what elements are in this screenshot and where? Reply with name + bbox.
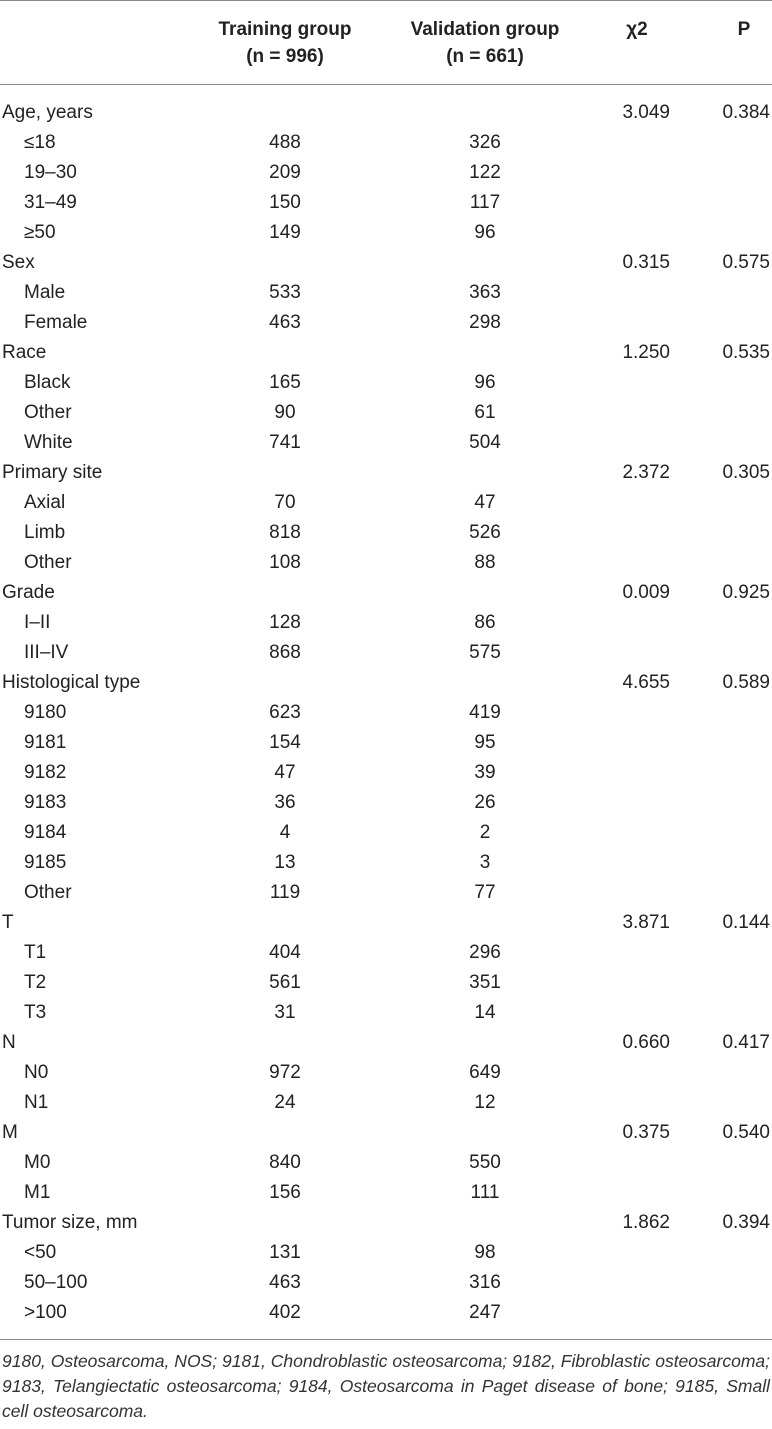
p-value: 0.394 bbox=[722, 1212, 770, 1233]
row-label: 19–30 bbox=[24, 162, 77, 183]
validation-count: 316 bbox=[469, 1272, 501, 1293]
validation-count: 526 bbox=[469, 522, 501, 543]
category-row bbox=[0, 458, 772, 488]
training-count: 818 bbox=[269, 522, 301, 543]
chi-square-value: 0.660 bbox=[622, 1032, 670, 1053]
validation-count: 363 bbox=[469, 282, 501, 303]
p-value: 0.540 bbox=[722, 1122, 770, 1143]
training-count: 70 bbox=[274, 492, 296, 513]
row-label: 31–49 bbox=[24, 192, 77, 213]
training-count: 47 bbox=[274, 762, 296, 783]
p-value: 0.589 bbox=[722, 672, 770, 693]
validation-count: 26 bbox=[474, 792, 496, 813]
table-row bbox=[0, 788, 772, 818]
validation-count: 86 bbox=[474, 612, 496, 633]
training-count: 131 bbox=[269, 1242, 301, 1263]
validation-count: 326 bbox=[469, 132, 501, 153]
validation-count: 247 bbox=[469, 1302, 501, 1323]
chi-square-value: 0.315 bbox=[622, 252, 670, 273]
training-count: 561 bbox=[269, 972, 301, 993]
row-label: ≥50 bbox=[24, 222, 56, 243]
row-label: Black bbox=[24, 372, 71, 393]
row-label: 9184 bbox=[24, 822, 67, 843]
table-row bbox=[0, 278, 772, 308]
training-count: 741 bbox=[269, 432, 301, 453]
validation-count: 111 bbox=[470, 1182, 500, 1203]
chi-square-value: 1.250 bbox=[622, 342, 670, 363]
training-count: 24 bbox=[274, 1092, 296, 1113]
table-row bbox=[0, 428, 772, 458]
category-row bbox=[0, 668, 772, 698]
table-row bbox=[0, 128, 772, 158]
category-row bbox=[0, 908, 772, 938]
table-row bbox=[0, 1268, 772, 1298]
chi-square-value: 3.049 bbox=[622, 102, 670, 123]
row-label: Other bbox=[24, 882, 72, 903]
header-training-n: (n = 996) bbox=[246, 46, 324, 67]
table-row bbox=[0, 398, 772, 428]
validation-count: 504 bbox=[469, 432, 501, 453]
header-validation-title: Validation group bbox=[410, 19, 560, 40]
p-value: 0.417 bbox=[722, 1032, 770, 1053]
training-count: 119 bbox=[269, 882, 301, 903]
category-row bbox=[0, 1028, 772, 1058]
row-label: Other bbox=[24, 402, 72, 423]
validation-count: 3 bbox=[479, 852, 491, 873]
training-count: 463 bbox=[269, 312, 301, 333]
p-value: 0.925 bbox=[722, 582, 770, 603]
validation-count: 47 bbox=[474, 492, 496, 513]
row-label: Male bbox=[24, 282, 66, 303]
validation-count: 14 bbox=[474, 1002, 496, 1023]
p-value: 0.535 bbox=[722, 342, 770, 363]
p-value: 0.384 bbox=[722, 102, 770, 123]
table-row bbox=[0, 698, 772, 728]
training-count: 108 bbox=[269, 552, 301, 573]
category-label: Grade bbox=[2, 582, 55, 603]
table-row bbox=[0, 938, 772, 968]
table-row bbox=[0, 488, 772, 518]
row-label: 9181 bbox=[24, 732, 67, 753]
table-row bbox=[0, 518, 772, 548]
row-label: 9180 bbox=[24, 702, 67, 723]
row-label: Axial bbox=[24, 492, 66, 513]
training-count: 13 bbox=[274, 852, 296, 873]
table-row bbox=[0, 1298, 772, 1328]
validation-count: 61 bbox=[474, 402, 496, 423]
training-count: 209 bbox=[269, 162, 301, 183]
table-row bbox=[0, 968, 772, 998]
row-label: T2 bbox=[24, 972, 47, 993]
row-label: ≤18 bbox=[24, 132, 56, 153]
chi-square-value: 2.372 bbox=[622, 462, 670, 483]
table-row bbox=[0, 1088, 772, 1118]
training-count: 488 bbox=[269, 132, 301, 153]
validation-count: 96 bbox=[474, 372, 496, 393]
row-label: <50 bbox=[24, 1242, 57, 1263]
category-label: T bbox=[2, 912, 14, 933]
category-label: Sex bbox=[2, 252, 35, 273]
training-count: 623 bbox=[269, 702, 301, 723]
table-row bbox=[0, 1178, 772, 1208]
row-label: I–II bbox=[24, 612, 51, 633]
row-label: III–IV bbox=[24, 642, 69, 663]
category-label: N bbox=[2, 1032, 16, 1053]
table-row bbox=[0, 1058, 772, 1088]
training-count: 149 bbox=[269, 222, 301, 243]
validation-count: 39 bbox=[474, 762, 496, 783]
row-label: N1 bbox=[24, 1092, 49, 1113]
table-header bbox=[0, 0, 772, 84]
category-row bbox=[0, 248, 772, 278]
table-row bbox=[0, 998, 772, 1028]
table-body bbox=[0, 98, 772, 1328]
validation-count: 575 bbox=[469, 642, 501, 663]
category-row bbox=[0, 338, 772, 368]
chi-square-value: 4.655 bbox=[622, 672, 670, 693]
table-row bbox=[0, 638, 772, 668]
category-label: Race bbox=[2, 342, 47, 363]
category-row bbox=[0, 1118, 772, 1148]
p-value: 0.305 bbox=[722, 462, 770, 483]
training-count: 533 bbox=[269, 282, 301, 303]
table-row bbox=[0, 158, 772, 188]
category-label: Histological type bbox=[2, 672, 141, 693]
table-row bbox=[0, 848, 772, 878]
bottom-rule bbox=[0, 1339, 772, 1340]
table-footnote: 9180, Osteosarcoma, NOS; 9181, Chondroblastic osteosarcoma; 9182, Fibroblastic osteosarcoma; 9183, Telangiectatic osteosarcoma; 9184, Osteosarcoma in Paget disease of bone; 9185, Small cell osteosarcoma. bbox=[2, 1351, 770, 1421]
chi-square-value: 0.375 bbox=[622, 1122, 670, 1143]
row-label: T3 bbox=[24, 1002, 47, 1023]
training-count: 31 bbox=[274, 1002, 296, 1023]
training-count: 402 bbox=[269, 1302, 301, 1323]
training-count: 4 bbox=[279, 822, 291, 843]
training-count: 156 bbox=[269, 1182, 301, 1203]
training-count: 972 bbox=[269, 1062, 301, 1083]
validation-count: 419 bbox=[469, 702, 501, 723]
table-row bbox=[0, 758, 772, 788]
validation-count: 77 bbox=[474, 882, 496, 903]
training-count: 463 bbox=[269, 1272, 301, 1293]
training-count: 165 bbox=[269, 372, 301, 393]
table-row bbox=[0, 818, 772, 848]
row-label: Other bbox=[24, 552, 72, 573]
validation-count: 98 bbox=[474, 1242, 496, 1263]
validation-count: 649 bbox=[469, 1062, 501, 1083]
validation-count: 298 bbox=[469, 312, 501, 333]
row-label: N0 bbox=[24, 1062, 49, 1083]
header-training-title: Training group bbox=[218, 19, 352, 40]
table-row bbox=[0, 218, 772, 248]
p-value: 0.144 bbox=[722, 912, 770, 933]
row-label: 9183 bbox=[24, 792, 67, 813]
validation-count: 122 bbox=[469, 162, 501, 183]
validation-count: 550 bbox=[469, 1152, 501, 1173]
table-row bbox=[0, 188, 772, 218]
category-label: M bbox=[2, 1122, 18, 1143]
row-label: 50–100 bbox=[24, 1272, 88, 1293]
validation-count: 88 bbox=[474, 552, 496, 573]
validation-count: 296 bbox=[469, 942, 501, 963]
table-row bbox=[0, 368, 772, 398]
header-validation-n: (n = 661) bbox=[446, 46, 524, 67]
chi-square-value: 0.009 bbox=[622, 582, 670, 603]
category-row bbox=[0, 1208, 772, 1238]
table-row bbox=[0, 1148, 772, 1178]
header-chi-square: χ2 bbox=[626, 19, 648, 40]
table-row bbox=[0, 728, 772, 758]
table-row bbox=[0, 548, 772, 578]
chi-square-value: 3.871 bbox=[622, 912, 670, 933]
category-label: Tumor size, mm bbox=[2, 1212, 138, 1233]
training-count: 404 bbox=[269, 942, 301, 963]
row-label: 9182 bbox=[24, 762, 67, 783]
chi-square-value: 1.862 bbox=[622, 1212, 670, 1233]
row-label: Female bbox=[24, 312, 88, 333]
header-p-value: P bbox=[737, 19, 751, 40]
validation-count: 2 bbox=[479, 822, 491, 843]
row-label: White bbox=[24, 432, 73, 453]
training-count: 128 bbox=[269, 612, 301, 633]
row-label: M1 bbox=[24, 1182, 51, 1203]
training-count: 150 bbox=[269, 192, 301, 213]
category-label: Primary site bbox=[2, 462, 103, 483]
header-training bbox=[175, 16, 395, 70]
table-row bbox=[0, 878, 772, 908]
training-count: 36 bbox=[274, 792, 296, 813]
row-label: >100 bbox=[24, 1302, 67, 1323]
category-label: Age, years bbox=[2, 102, 93, 123]
header-rule bbox=[0, 84, 772, 85]
training-count: 154 bbox=[269, 732, 301, 753]
category-row bbox=[0, 578, 772, 608]
row-label: M0 bbox=[24, 1152, 51, 1173]
table-row bbox=[0, 1238, 772, 1268]
validation-count: 95 bbox=[474, 732, 496, 753]
validation-count: 12 bbox=[474, 1092, 496, 1113]
row-label: 9185 bbox=[24, 852, 67, 873]
p-value: 0.575 bbox=[722, 252, 770, 273]
validation-count: 351 bbox=[469, 972, 501, 993]
training-count: 840 bbox=[269, 1152, 301, 1173]
row-label: T1 bbox=[24, 942, 47, 963]
header-validation bbox=[375, 16, 595, 70]
validation-count: 117 bbox=[469, 192, 501, 213]
table-row bbox=[0, 308, 772, 338]
training-count: 868 bbox=[269, 642, 301, 663]
table-row bbox=[0, 608, 772, 638]
row-label: Limb bbox=[24, 522, 66, 543]
training-count: 90 bbox=[274, 402, 296, 423]
validation-count: 96 bbox=[474, 222, 496, 243]
category-row bbox=[0, 98, 772, 128]
